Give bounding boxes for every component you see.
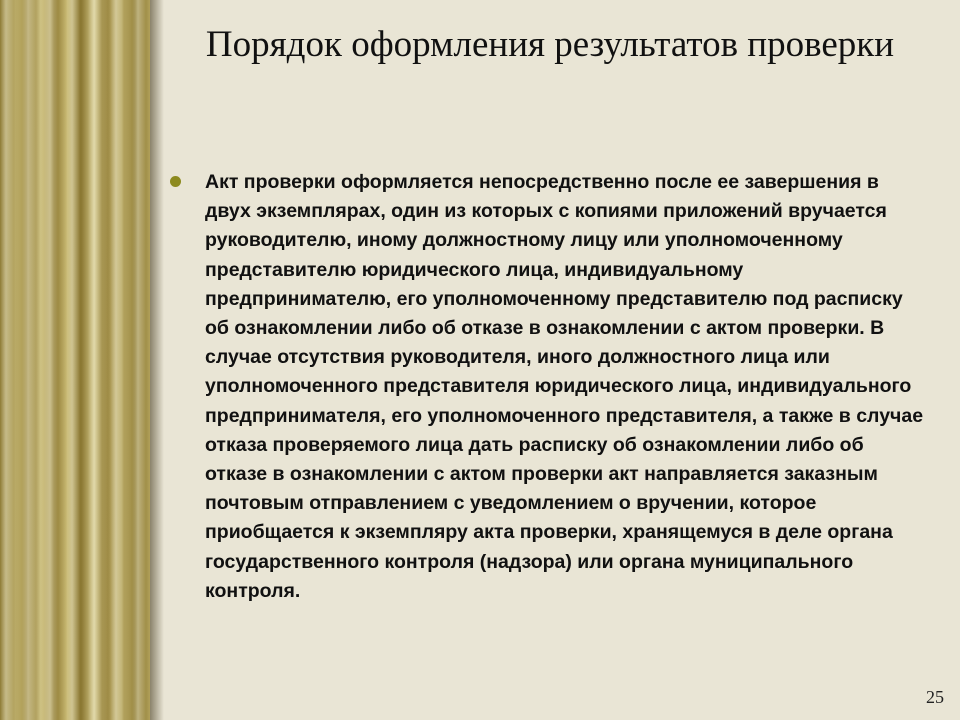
bullet-dot-icon [170,176,181,187]
curtain-shadow [150,0,164,720]
gold-curtain-decoration [0,0,150,720]
slide-title: Порядок оформления результатов проверки [205,24,895,65]
page-number: 25 [926,687,944,707]
bullet-text: Акт проверки оформляется непосредственно после ее завершения в двух экземплярах, один из которых с копиями приложений вручается руководителю, иному должностному лицу или уполномоченному представителю юридического лица, индивидуальному предпринимателю, его уполномоченному представителю под расписку об ознакомлении либо об отказе в ознакомлении с актом проверки. В случае отсутствия руководителя, иного должностного лица или уполномоченного представителя юридического лица, индивидуального предпринимателя, его уполномоченного представителя, а также в случае отказа проверяемого лица дать расписку об ознакомлении либо об отказе в ознакомлении с актом проверки акт направляется заказным почтовым отправлением с уведомлением о вручении, которое приобщается к экземпляру акта проверки, хранящемуся в деле органа государственного контроля (надзора) или органа муниципального контроля. [205,171,924,602]
